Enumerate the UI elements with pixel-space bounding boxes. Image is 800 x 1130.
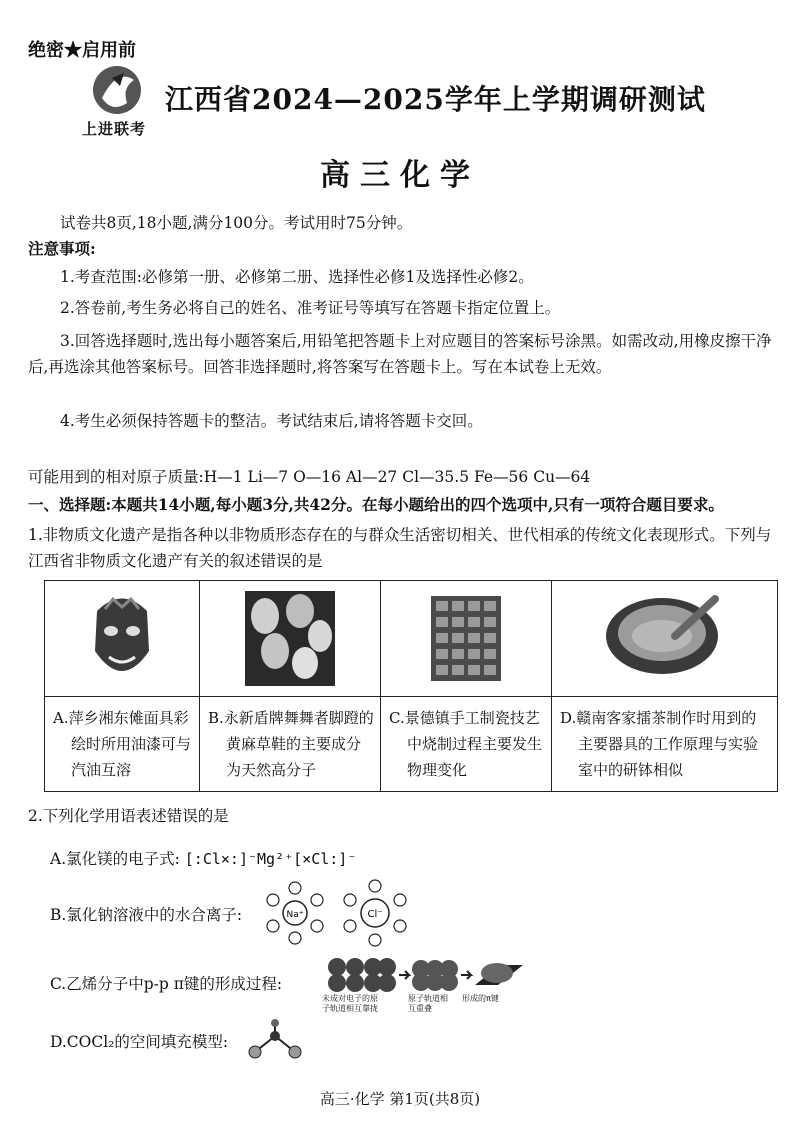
cocl2-model-icon: [245, 1018, 305, 1063]
notice-heading: 注意事项:: [28, 239, 96, 258]
option-d-text: D.赣南客家擂茶制作时用到的主要器具的工作原理与实验室中的研钵相似: [560, 709, 759, 779]
question-2-stem: 2.下列化学用语表述错误的是: [28, 807, 229, 825]
option-c-text: C.景德镇手工制瓷技艺中烧制过程主要发生物理变化: [389, 709, 543, 779]
option-2c-label: C.乙烯分子中p-p π键的形成过程:: [50, 975, 283, 993]
pi-caption-3: 形成的π键: [462, 994, 499, 1003]
exam-title: 江西省2024—2025学年上学期调研测试: [165, 83, 706, 116]
option-d-cell: [552, 581, 777, 791]
subject-title: 高三化学: [320, 158, 480, 193]
pi-caption-1: 未成对电子的原子轨道相互靠拢: [322, 994, 378, 1013]
porcelain-kiln-icon: [426, 591, 506, 686]
hydrated-ions-icon: [255, 878, 415, 948]
nuo-mask-icon: [87, 591, 157, 686]
option-2b-label: B.氯化钠溶液中的水合离子:: [50, 906, 243, 924]
na-ion-label: Na⁺: [286, 910, 304, 920]
shield-dance-icon: [245, 591, 335, 686]
cl-ion-label: Cl⁻: [367, 909, 383, 920]
mortar-bowl-icon: [600, 591, 730, 686]
notice-item-2: 2.答卷前,考生务必将自己的姓名、准考证号等填写在答题卡指定位置上。: [60, 299, 561, 317]
option-a-text: A.萍乡湘东傩面具彩绘时所用油漆可与汽油互溶: [53, 709, 192, 779]
confidential-label: 绝密★启用前: [28, 40, 136, 61]
option-2b: [50, 903, 242, 925]
notice-item-3: 3.回答选择题时,选出每小题答案后,用铅笔把答题卡上对应题目的答案标号涂黑。如需改动,用橡皮擦干净后,再选涂其他答案标号。回答非选择题时,将答案写在答题卡上。写在本试卷上无效。: [28, 332, 772, 376]
option-2c: [50, 972, 282, 994]
question-1-options-table: [44, 580, 778, 792]
option-c-cell: [381, 581, 552, 791]
option-2d: [50, 1030, 228, 1052]
option-2a-label: A.氯化镁的电子式:: [50, 850, 180, 868]
exam-intro: 试卷共8页,18小题,满分100分。考试用时75分钟。: [60, 214, 413, 232]
section-heading: 一、选择题:本题共14小题,每小题3分,共42分。在每小题给出的四个选项中,只有一项符合题目要求。: [28, 495, 724, 514]
pi-bond-formation-icon: [325, 955, 525, 995]
pi-caption-2: 原子轨道相互重叠: [408, 994, 448, 1013]
atomic-masses: 可能用到的相对原子质量:H—1 Li—7 O—16 Al—27 Cl—35.5 Fe—56 Cu—64: [28, 468, 591, 486]
logo-text: 上进联考: [82, 120, 147, 138]
notice-item-1: 1.考查范围:必修第一册、必修第二册、选择性必修1及选择性必修2。: [60, 268, 534, 286]
option-b-text: B.永新盾牌舞舞者脚蹬的黄麻草鞋的主要成分为天然高分子: [208, 709, 374, 779]
mgcl2-electron-formula: [:Cl×:]⁻Mg²⁺[×Cl:]⁻: [184, 850, 357, 868]
option-a-cell: [45, 581, 200, 791]
page-footer: 高三·化学 第1页(共8页): [319, 1090, 481, 1108]
option-2d-label: D.COCl₂的空间填充模型:: [50, 1033, 229, 1051]
notice-item-4: 4.考生必须保持答题卡的整洁。考试结束后,请将答题卡交回。: [60, 412, 483, 430]
option-2a: [50, 847, 356, 869]
option-b-cell: [200, 581, 381, 791]
question-1-stem: 1.非物质文化遗产是指各种以非物质形态存在的与群众生活密切相关、世代相承的传统文化表现形式。下列与江西省非物质文化遗产有关的叙述错误的是: [28, 526, 772, 570]
